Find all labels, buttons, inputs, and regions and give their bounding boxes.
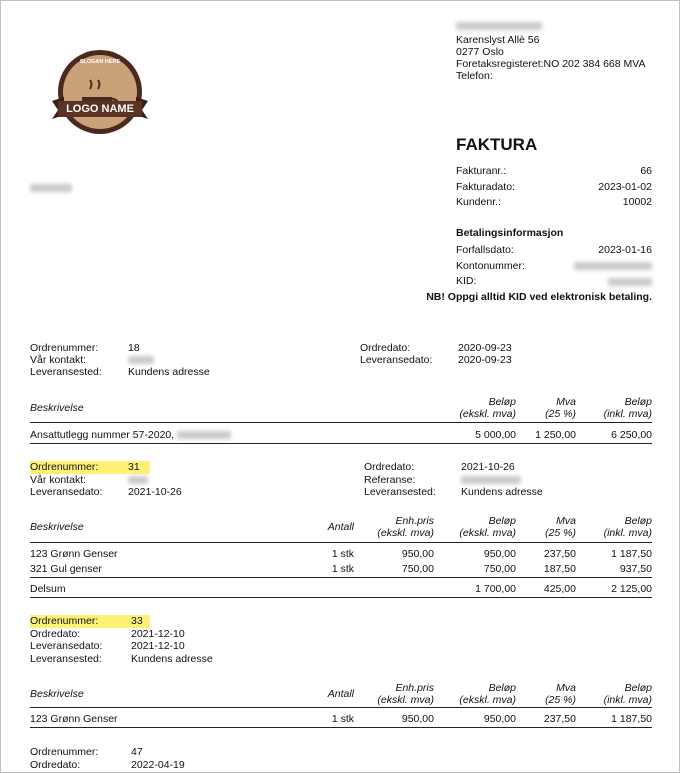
order3-row1-qty: 1 stk [331,713,354,725]
company-org-number: Foretaksregisteret:NO 202 384 668 MVA [456,58,646,70]
company-name-redacted [456,22,542,30]
kid-notice: NB! Oppgi alltid KID ved elektronisk betaling. [426,291,652,303]
order1-contact-label: Vår kontakt: [30,354,87,366]
order2-delivery-place: Kundens adresse [461,486,543,498]
order3-row1-amount: 950,00 [483,713,516,725]
invoice-number: 66 [640,165,652,177]
order1-delivery-place-label: Leveransested: [30,366,102,378]
order1-row-total: 6 250,00 [611,429,652,441]
order3-deliverydate-label: Leveransedato: [30,640,103,652]
order3-delivery-place: Kundens adresse [131,652,213,665]
order2-col-desc: Beskrivelse [30,521,84,533]
order3-col-unit: Enh.pris (ekskl. mva) [377,682,434,706]
order2-row2-total: 937,50 [619,563,652,575]
account-number-label: Kontonummer: [456,259,525,272]
order2-subtotal-divider [30,597,652,598]
order1-row-amount: 5 000,00 [475,429,516,441]
invoice-date-label: Fakturadato: [456,180,515,193]
order3-header-divider [30,707,652,708]
order2-contact-label: Vår kontakt: [30,473,87,486]
order4-meta [30,746,185,771]
order2-deliverydate: 2021-10-26 [128,486,182,498]
order2-meta-left [30,461,182,499]
order2-row2-vat: 187,50 [543,563,576,575]
order1-col-desc: Beskrivelse [30,402,84,414]
order4-ordernr-label: Ordrenummer: [30,746,99,758]
order1-row-desc: Ansattutlegg nummer 57-2020, [30,429,231,441]
invoice-number-label: Fakturanr.: [456,165,507,177]
order3-row1-vat: 237,50 [543,713,576,725]
order3-col-total: Beløp (inkl. mva) [603,682,652,706]
customer-number-label: Kundenr.: [456,196,501,208]
order2-reference-label: Referanse: [364,473,416,486]
order2-col-vat: Mva (25 %) [545,515,576,539]
order4-orderdate: 2022-04-19 [131,758,185,771]
order2-row1-qty: 1 stk [331,548,354,560]
order3-row1-unit: 950,00 [401,713,434,725]
order3-orderdate-label: Ordredato: [30,627,81,640]
order3-delivery-place-label: Leveransested: [30,652,102,665]
order2-ordernr: 31 [128,461,140,473]
order2-row1-vat: 237,50 [543,548,576,560]
order3-col-vat: Mva (25 %) [545,682,576,706]
order2-row1-amount: 950,00 [483,548,516,560]
order2-subtotal-vat: 425,00 [543,583,576,595]
order1-orderdate: 2020-09-23 [458,342,512,354]
order1-deliverydate-label: Leveransedato: [360,354,433,366]
order1-header-divider [30,422,652,423]
order1-meta-right [360,342,512,366]
order1-ordernr-label: Ordrenummer: [30,342,99,354]
payment-info-title: Betalingsinformasjon [456,227,564,239]
order2-rows-divider [30,577,652,578]
order4-ordernr: 47 [131,746,143,758]
order3-ordernr-label: Ordrenummer: [30,615,99,627]
order1-row-desc-redacted [177,431,231,439]
order1-row-divider [30,443,652,444]
order1-orderdate-label: Ordredato: [360,342,411,354]
order2-reference-redacted [461,476,521,484]
company-address-line2: 0277 Oslo [456,46,504,58]
payment-details [456,243,652,290]
order3-row-divider [30,727,652,728]
order4-orderdate-label: Ordredato: [30,758,81,771]
order2-row1-desc: 123 Grønn Genser [30,548,118,560]
order3-meta [30,615,213,665]
order1-meta-left [30,342,210,378]
logo-slogan: SLOGAN HERE [79,59,121,65]
kid-redacted [608,278,652,286]
order2-col-amount: Beløp (ekskl. mva) [459,515,516,539]
order3-orderdate: 2021-12-10 [131,627,185,640]
order2-subtotal-label: Delsum [30,583,66,595]
order2-subtotal-total: 2 125,00 [611,583,652,595]
order2-contact-redacted [128,476,148,484]
order2-deliverydate-label: Leveransedato: [30,486,103,498]
order2-row2-desc: 321 Gul genser [30,563,102,575]
order2-delivery-place-label: Leveransested: [364,486,436,498]
order1-delivery-place: Kundens adresse [128,366,210,378]
order1-ordernr: 18 [128,342,140,354]
order3-col-desc: Beskrivelse [30,688,84,700]
order2-orderdate: 2021-10-26 [461,461,515,473]
customer-name-redacted [30,184,72,192]
customer-number: 10002 [622,196,652,208]
order2-row2-qty: 1 stk [331,563,354,575]
order2-meta-right [364,461,543,499]
order2-row2-amount: 750,00 [483,563,516,575]
order1-col-vat: Mva (25 %) [545,396,576,420]
order2-col-qty: Antall [327,521,354,533]
due-date: 2023-01-16 [598,244,652,256]
order2-row1-unit: 950,00 [401,548,434,560]
order3-ordernr: 33 [131,615,143,627]
order2-ordernr-label: Ordrenummer: [30,461,99,473]
order2-orderdate-label: Ordredato: [364,461,415,473]
order2-subtotal-amount: 1 700,00 [475,583,516,595]
logo-name: LOGO NAME [66,103,134,115]
order3-row1-total: 1 187,50 [611,713,652,725]
kid-label: KID: [456,275,477,287]
order3-deliverydate: 2021-12-10 [131,640,185,652]
company-address-line1: Karenslyst Allè 56 [456,34,540,46]
invoice-date: 2023-01-02 [598,180,652,193]
invoice-title: FAKTURA [456,135,538,154]
company-logo [50,45,154,135]
order1-col-total: Beløp (inkl. mva) [603,396,652,420]
company-phone-label: Telefon: [456,70,493,82]
order1-deliverydate: 2020-09-23 [458,354,512,366]
order3-col-amount: Beløp (ekskl. mva) [459,682,516,706]
order1-row-vat: 1 250,00 [535,429,576,441]
order3-row1-desc: 123 Grønn Genser [30,713,118,725]
company-address [456,34,645,82]
order2-row2-unit: 750,00 [401,563,434,575]
order2-col-unit: Enh.pris (ekskl. mva) [377,515,434,539]
account-number-redacted [574,262,652,270]
order2-header-divider [30,542,652,543]
order1-contact-redacted [128,356,154,364]
due-date-label: Forfallsdato: [456,244,514,256]
order2-row1-total: 1 187,50 [611,548,652,560]
order2-col-total: Beløp (inkl. mva) [603,515,652,539]
invoice-details [456,164,652,211]
order1-col-amount: Beløp (ekskl. mva) [459,396,516,420]
order3-col-qty: Antall [327,688,354,700]
